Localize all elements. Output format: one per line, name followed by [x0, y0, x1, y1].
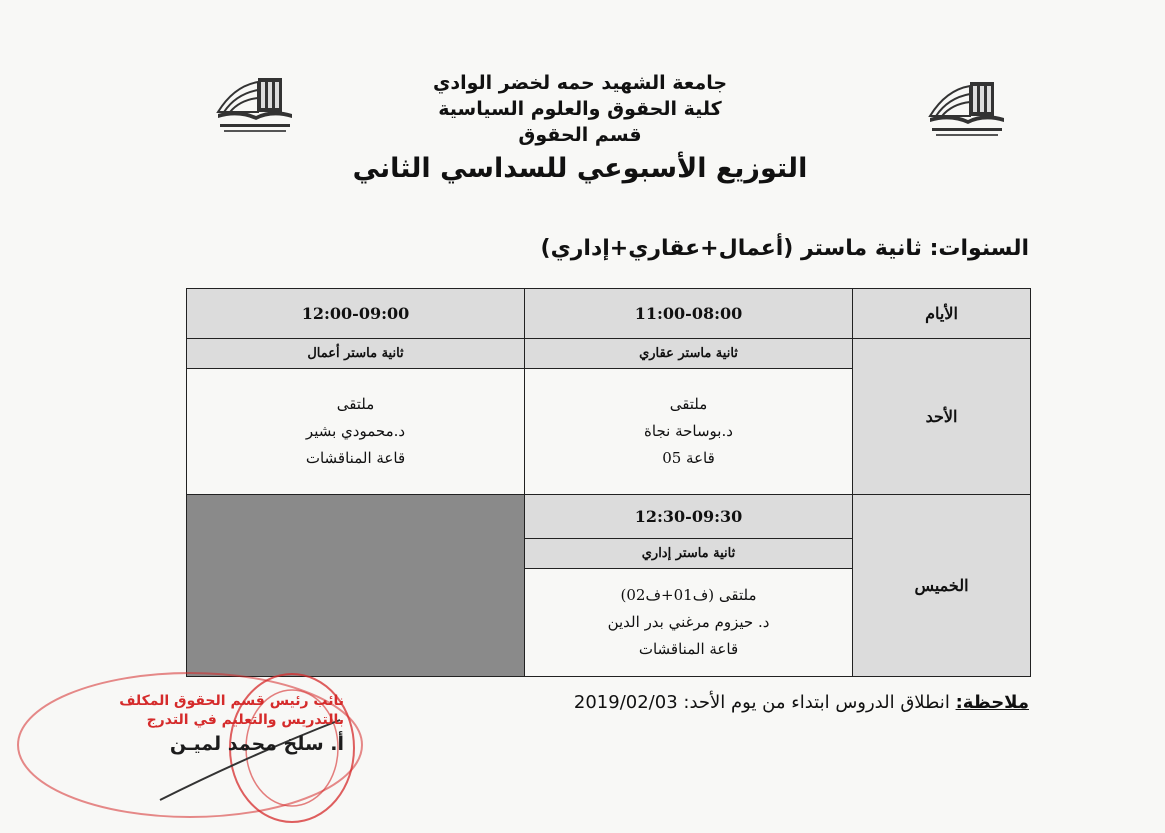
faculty-name: كلية الحقوق والعلوم السياسية: [438, 98, 722, 120]
sunday-slot1-room: قاعة 05: [662, 449, 715, 467]
university-name: جامعة الشهيد حمه لخضر الوادي: [432, 72, 728, 94]
sunday-slot2-type: ملتقى: [336, 395, 375, 413]
sunday-slot1-group: ثانية ماستر عقاري: [525, 339, 853, 369]
stamp-signer: أ. سلخ محمد لميـن: [169, 733, 344, 755]
day-sunday: الأحد: [853, 339, 1031, 495]
university-logo-left-icon: [214, 68, 296, 142]
sunday-slot2-group: ثانية ماستر أعمال: [187, 339, 525, 369]
thursday-empty-slot: [187, 495, 525, 677]
sunday-group-row: [187, 339, 1031, 369]
table-header-row: [187, 289, 1031, 339]
sunday-slot1-type: ملتقى: [669, 395, 708, 413]
thursday-slot1-type: ملتقى (ف01+ف02): [620, 586, 757, 604]
days-header: الأيام: [853, 289, 1031, 339]
university-logo-right-icon: [926, 72, 1008, 146]
sunday-slot1-details: [525, 369, 853, 495]
thursday-slot1-details: [525, 569, 853, 677]
stamp-signature-block: [14, 692, 344, 758]
sunday-slot1-time: 11:00-08:00: [525, 289, 853, 339]
stamp-line1: نائب رئيس قسم الحقوق المكلف: [119, 693, 344, 709]
thursday-time-row: [187, 495, 1031, 539]
schedule-table: [186, 288, 1031, 677]
thursday-slot1-group: ثانية ماستر إداري: [525, 539, 853, 569]
sunday-slot2-room: قاعة المناقشات: [305, 449, 406, 467]
note-label: ملاحظة:: [955, 692, 1029, 713]
university-logo-right: [926, 72, 1008, 146]
note-text: انطلاق الدروس ابتداء من يوم الأحد: 2019/02/03: [573, 692, 950, 713]
thursday-slot1-room: قاعة المناقشات: [638, 640, 739, 658]
sunday-slot1-teacher: د.بوساحة نجاة: [644, 422, 733, 440]
years-line: السنوات: ثانية ماستر (أعمال+عقاري+إداري): [540, 236, 1029, 261]
stamp-line2: بالتدريس والتعليم في التدرج: [146, 712, 344, 728]
document-header: [330, 70, 830, 188]
department-name: قسم الحقوق: [518, 124, 642, 146]
sunday-slot2-teacher: د.محمودي بشير: [305, 422, 406, 440]
note-line: [574, 692, 1029, 713]
sunday-slot2-details: [187, 369, 525, 495]
sunday-slot2-time: 12:00-09:00: [187, 289, 525, 339]
university-logo-left: [214, 68, 296, 142]
document-title: التوزيع الأسبوعي للسداسي الثاني: [352, 153, 808, 184]
day-thursday: الخميس: [853, 495, 1031, 677]
thursday-slot1-teacher: د. حيزوم مرغني بدر الدين: [607, 613, 770, 631]
thursday-slot1-time: 12:30-09:30: [525, 495, 853, 539]
